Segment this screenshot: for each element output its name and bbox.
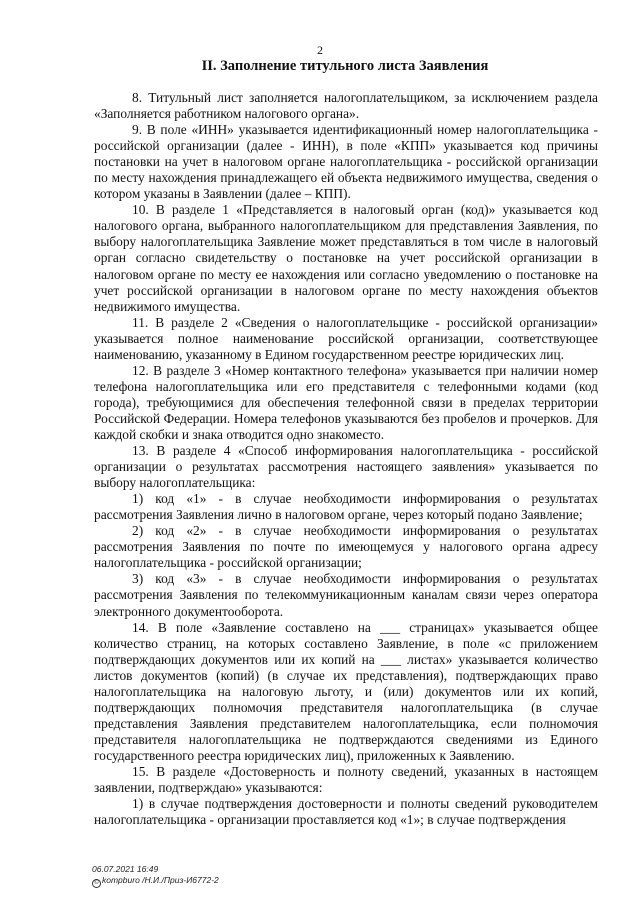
- paragraph-13-item-1: 1) код «1» - в случае необходимости информирования о результатах рассмотрения Заявления лично в налоговом органе, через который подано Заявление;: [94, 491, 598, 523]
- paragraph-13-item-2: 2) код «2» - в случае необходимости информирования о результатах рассмотрения Заявления по почте по имеющемуся у налогового органа адресу налогоплательщика - российской организации;: [94, 523, 598, 571]
- document-body: [94, 90, 598, 828]
- paragraph-13: 13. В разделе 4 «Способ информирования налогоплательщика - российской организации о результатах рассмотрения настоящего заявления» указывается по выбору налогоплательщика:: [94, 443, 598, 491]
- paragraph-8: 8. Титульный лист заполняется налогоплательщиком, за исключением раздела «Заполняется работником налогового органа».: [94, 90, 598, 122]
- paragraph-15: 15. В разделе «Достоверность и полноту сведений, указанных в настоящем заявлении, подтверждаю» указываются:: [94, 763, 598, 796]
- footer-signature-line: [92, 875, 219, 888]
- paragraph-13-item-3: 3) код «3» - в случае необходимости информирования о результатах рассмотрения Заявления по телекоммуникационным каналам связи через оператора электронного документооборота.: [94, 571, 598, 619]
- paragraph-11: 11. В разделе 2 «Сведения о налогоплательщике - российской организации» указывается полное наименование российской организации, соответствующее наименованию, указанному в Едином государственном реестре юридических лиц.: [94, 314, 598, 362]
- section-title: II. Заполнение титульного листа Заявления: [201, 58, 489, 74]
- paragraph-15-item-1: 1) в случае подтверждения достоверности и полноты сведений руководителем налогоплательщика - организации проставляется код «1»; в случае подтверждения: [94, 796, 598, 828]
- paragraph-12: 12. В разделе 3 «Номер контактного телефона» указывается при наличии номер телефона налогоплательщика или его представителя с телефонными кодами (код города), требующимися для обеспечения телефонной связи в пределах территории Российской Федерации. Номера телефонов указываются без пробелов и прочерков. Для каждой скобки и знака отводится одно знакоместо.: [94, 362, 598, 442]
- paragraph-14: 14. В поле «Заявление составлено на ___ страницах» указывается общее количество страниц, на которых составлено Заявление, в поле «с приложением подтверждающих документов или их копий на ___ листах» указывается количество листов документов (копий) (в случае их представления), подтверждающих право налогоплательщика на налоговую льготу, и (или) документов или их копий, подтверждающих полномочия представителя налогоплательщика (в случае представления Заявления представителем налогоплательщика, если полномочия представителя налогоплательщика не подтверждаются сведениями из Единого государственного реестра юридических лиц), приложенных к Заявлению.: [94, 619, 598, 763]
- copyright-stamp-icon: ©: [92, 879, 101, 888]
- page-number: 2: [317, 43, 323, 57]
- paragraph-9: 9. В поле «ИНН» указывается идентификационный номер налогоплательщика - российской организации (далее - ИНН), в поле «КПП» указывается код причины постановки на учет в налоговом органе налогоплательщика - российской организации по месту нахождения принадлежащего ей объекта недвижимого имущества, сведения о котором указаны в Заявлении (далее – КПП).: [94, 122, 598, 202]
- document-footer: [92, 864, 219, 888]
- footer-signature: kompburo /Н.И./Приз-И6772-2: [102, 874, 219, 885]
- paragraph-10: 10. В разделе 1 «Представляется в налоговый орган (код)» указывается код налогового органа, выбранного налогоплательщиком для представления Заявления, по выбору налогоплательщика Заявление может представляться в том числе в налоговый орган согласно свидетельству о постановке на учет российской организации в налоговом органе по месту ее нахождения или согласно уведомлению о постановке на учет российской организации в налоговом органе по месту нахождения объектов недвижимого имущества.: [94, 202, 598, 314]
- footer-timestamp: 06.07.2021 16:49: [92, 864, 159, 874]
